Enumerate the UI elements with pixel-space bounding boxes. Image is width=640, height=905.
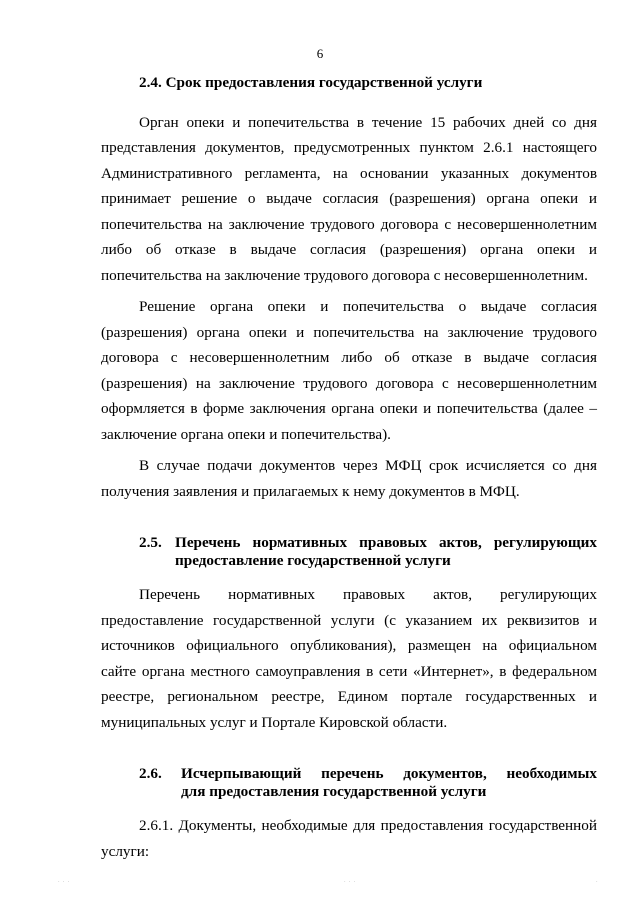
section-2-4-paragraph-2: Решение органа опеки и попечительства о выдаче согласия (разрешения) органа опеки и попечительства на заключение трудового договора с несовершеннолетним либо об отказе в выдаче согласия (разрешения) на заключение трудового договора с несовершеннолетним оформляется в форме заключения органа опеки и попечительства (далее – заключение органа опеки и попечительства). [101, 298, 597, 443]
section-2-6-number: 2.6. [139, 765, 162, 782]
section-2-6-paragraph-1: 2.6.1. Документы, необходимые для предоставления государственной услуги: [101, 817, 597, 860]
section-2-5-number: 2.5. [139, 534, 162, 551]
section-2-6-title-line-1: Исчерпывающий перечень документов, необходимых [181, 765, 597, 782]
section-spacer [101, 741, 597, 765]
section-2-5-paragraph-1: Перечень нормативных правовых актов, регулирующих предоставление государственной услуги (с указанием их реквизитов и источников официального опубликования), размещен на официальном сайте органа местного самоуправления в сети «Интернет», в федеральном реестре, региональном реестре, Едином портале государственных и муниципальных услуг и Портале Кировской области. [101, 586, 597, 731]
section-2-5-title [175, 534, 597, 570]
scan-artifact: · · · [344, 880, 357, 885]
page-number: 6 [316, 46, 324, 61]
section-2-5-heading [101, 534, 597, 570]
scan-artifact: · · · [58, 880, 71, 885]
section-2-6-heading [101, 765, 597, 801]
section-2-6-title [181, 765, 597, 801]
section-2-4-paragraph-3: В случае подачи документов через МФЦ срок исчисляется со дня получения заявления и прилагаемых к нему документов в МФЦ. [101, 457, 597, 500]
section-2-5-title-line-2: предоставление государственной услуги [175, 552, 451, 569]
section-2-4-heading: 2.4. Срок предоставления государственной услуги [139, 74, 483, 91]
section-2-5-title-line-1: Перечень нормативных правовых актов, регулирующих [175, 534, 597, 551]
document-body [101, 70, 597, 870]
section-2-6-title-line-2: для предоставления государственной услуги [181, 783, 487, 800]
scan-artifact: · [596, 880, 599, 885]
section-spacer [101, 510, 597, 534]
section-2-4-paragraph-1: Орган опеки и попечительства в течение 15 рабочих дней со дня представления документов, предусмотренных пунктом 2.6.1 настоящего Административного регламента, на основании указанных документов принимает решение о выдаче согласия (разрешения) органа опеки и попечительства на заключение трудового договора с несовершеннолетним либо об отказе в выдаче согласия (разрешения) органа опеки и попечительства на заключение трудового договора с несовершеннолетним. [101, 113, 597, 284]
